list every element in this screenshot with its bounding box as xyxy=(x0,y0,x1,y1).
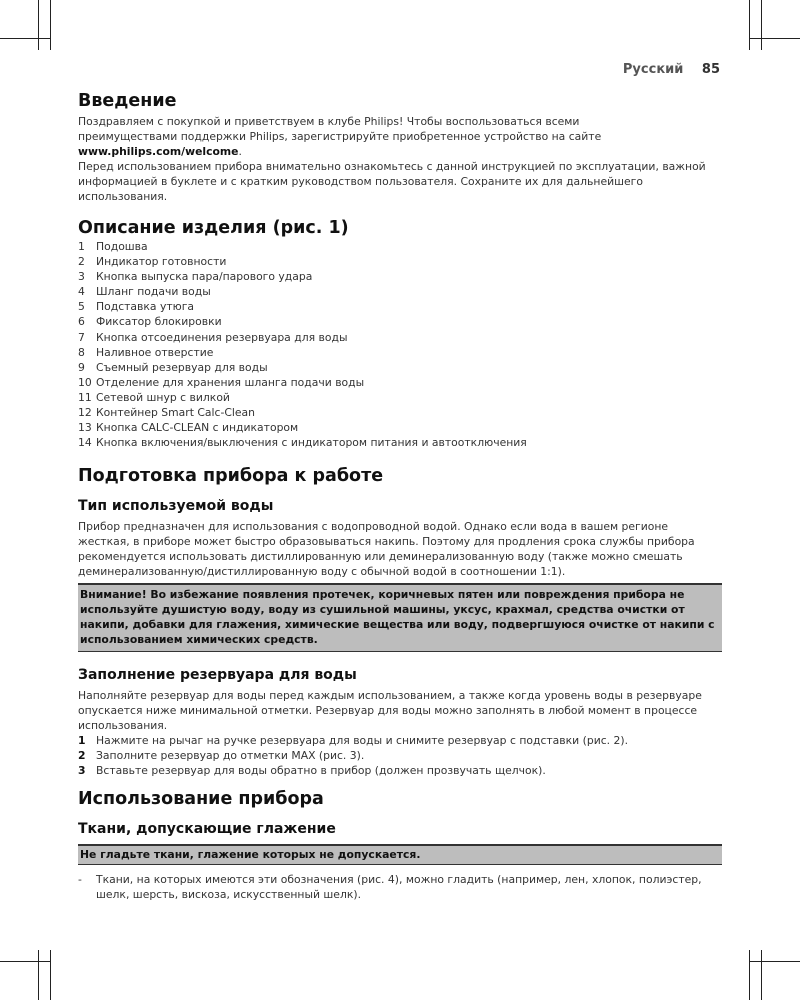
crop-mark xyxy=(0,961,50,962)
crop-mark xyxy=(761,0,762,50)
item-label: Фиксатор блокировки xyxy=(96,315,222,329)
steps-list xyxy=(78,733,722,778)
page-content xyxy=(78,90,722,902)
list-item xyxy=(78,330,722,345)
list-item xyxy=(78,239,722,254)
list-item xyxy=(78,284,722,299)
water-type-text: Прибор предназначен для использования с водопроводной водой. Однако если вода в вашем регионе жесткая, в приборе может быстро образовываться накипь. Поэтому для продления срока службы прибора рекомендуется использовать дистиллированную или деминерализованную воду (также можно смешать деминерализованную/дистиллированную воду с обычной водой в соотношении 1:1). xyxy=(78,520,695,579)
step-text: Заполните резервуар до отметки MAX (рис. 3). xyxy=(96,748,365,762)
fill-tank-heading: Заполнение резервуара для воды xyxy=(78,666,357,683)
crop-mark xyxy=(749,950,750,1000)
page-header xyxy=(623,62,720,77)
step-text: Нажмите на рычаг на ручке резервуара для воды и снимите резервуар с подставки (рис. 2). xyxy=(96,733,629,747)
fill-tank-text: Наполняйте резервуар для воды перед каждым использованием, а также когда уровень воды в резервуаре опускается ниже минимальной отметки. Резервуар для воды можно заполнять в любой момент в процессе использования. xyxy=(78,688,702,732)
item-label: Подставка утюга xyxy=(96,300,195,314)
crop-mark xyxy=(38,950,39,1000)
list-item xyxy=(78,360,722,375)
item-number: 5 xyxy=(78,300,85,314)
prep-heading: Подготовка прибора к работе xyxy=(78,466,384,487)
period: . xyxy=(238,145,242,158)
item-number: 1 xyxy=(78,240,85,253)
fabrics-heading: Ткани, допускающие глажение xyxy=(78,820,336,837)
item-label: Наливное отверстие xyxy=(96,345,214,359)
page-number: 85 xyxy=(701,62,720,77)
step-number: 3 xyxy=(78,763,86,777)
crop-mark xyxy=(750,961,800,962)
item-label: Отделение для хранения шланга подачи воды xyxy=(96,375,365,389)
crop-mark xyxy=(749,0,750,50)
product-heading: Описание изделия (рис. 1) xyxy=(78,218,349,238)
list-item xyxy=(78,299,722,314)
item-label: Контейнер Smart Calc-Clean xyxy=(96,406,255,420)
step-item xyxy=(78,763,722,778)
item-label: Съемный резервуар для воды xyxy=(96,360,268,374)
water-type-heading: Тип используемой воды xyxy=(78,498,274,515)
fabrics-text: Ткани, на которых имеются эти обозначения (рис. 4), можно гладить (например, лен, хлопок, полиэстер, шелк, шерсть, вискоза, искусственный шелк). xyxy=(96,872,702,901)
item-number: 7 xyxy=(78,330,85,344)
step-number: 1 xyxy=(78,733,86,747)
item-number: 6 xyxy=(78,315,85,329)
crop-mark xyxy=(750,38,800,39)
item-label: Кнопка отсоединения резервуара для воды xyxy=(96,330,348,344)
item-number: 9 xyxy=(78,360,85,374)
intro-paragraph-2: Перед использованием прибора внимательно ознакомьтесь с данной инструкцией по эксплуатации, важной информацией в буклете и с кратким руководством пользователя. Сохраните их для дальнейшего использования. xyxy=(78,160,706,203)
item-number: 13 xyxy=(78,421,92,435)
step-text: Вставьте резервуар для воды обратно в прибор (должен прозвучать щелчок). xyxy=(96,763,546,777)
item-number: 3 xyxy=(78,270,85,284)
list-item xyxy=(78,269,722,284)
item-label: Подошва xyxy=(96,240,148,253)
intro-line: Поздравляем с покупкой и приветствуем в клубе Philips! Чтобы воспользоваться всеми xyxy=(78,115,580,128)
crop-mark xyxy=(761,950,762,1000)
step-item xyxy=(78,733,722,748)
list-item xyxy=(78,375,722,390)
step-item xyxy=(78,748,722,763)
item-number: 12 xyxy=(78,406,92,420)
parts-list xyxy=(78,239,722,450)
list-item xyxy=(78,405,722,420)
list-item xyxy=(78,314,722,329)
list-item xyxy=(78,420,722,435)
item-label: Шланг подачи воды xyxy=(96,285,211,299)
item-number: 10 xyxy=(78,375,92,389)
item-label: Кнопка включения/выключения с индикатором питания и автоотключения xyxy=(96,436,527,450)
item-number: 2 xyxy=(78,255,85,269)
crop-mark xyxy=(50,950,51,1000)
dash-mark: - xyxy=(78,872,82,886)
list-item xyxy=(78,435,722,450)
intro-line: преимуществами поддержки Philips, зарегистрируйте приобретенное устройство на сайте xyxy=(78,130,602,143)
usage-heading: Использование прибора xyxy=(78,788,324,809)
step-number: 2 xyxy=(78,748,86,762)
item-label: Кнопка CALC-CLEAN с индикатором xyxy=(96,421,299,435)
item-label: Сетевой шнур с вилкой xyxy=(96,390,230,404)
crop-mark xyxy=(50,0,51,50)
list-item xyxy=(78,254,722,269)
crop-mark xyxy=(0,38,50,39)
crop-mark xyxy=(38,0,39,50)
item-number: 4 xyxy=(78,285,85,299)
list-item xyxy=(78,390,722,405)
list-item xyxy=(78,872,722,902)
item-number: 8 xyxy=(78,345,85,359)
intro-heading: Введение xyxy=(78,91,177,111)
item-label: Индикатор готовности xyxy=(96,255,227,269)
intro-paragraph-1 xyxy=(78,114,722,159)
water-warning-box: Внимание! Во избежание появления протечек, коричневых пятен или повреждения прибора не используйте душистую воду, воду из сушильной машины, уксус, крахмал, средства очистки от накипи, добавки для глажения, химические вещества или воду, подвергшуюся очистке от накипи с использованием химических средств. xyxy=(78,583,722,651)
item-number: 11 xyxy=(78,390,92,404)
list-item xyxy=(78,345,722,360)
welcome-link[interactable]: www.philips.com/welcome xyxy=(78,145,239,158)
language-label: Русский xyxy=(622,62,684,77)
fabrics-list xyxy=(78,872,722,902)
item-label: Кнопка выпуска пара/парового удара xyxy=(96,270,313,284)
item-number: 14 xyxy=(78,436,92,450)
fabrics-warning-box: Не гладьте ткани, глажение которых не допускается. xyxy=(78,844,722,865)
